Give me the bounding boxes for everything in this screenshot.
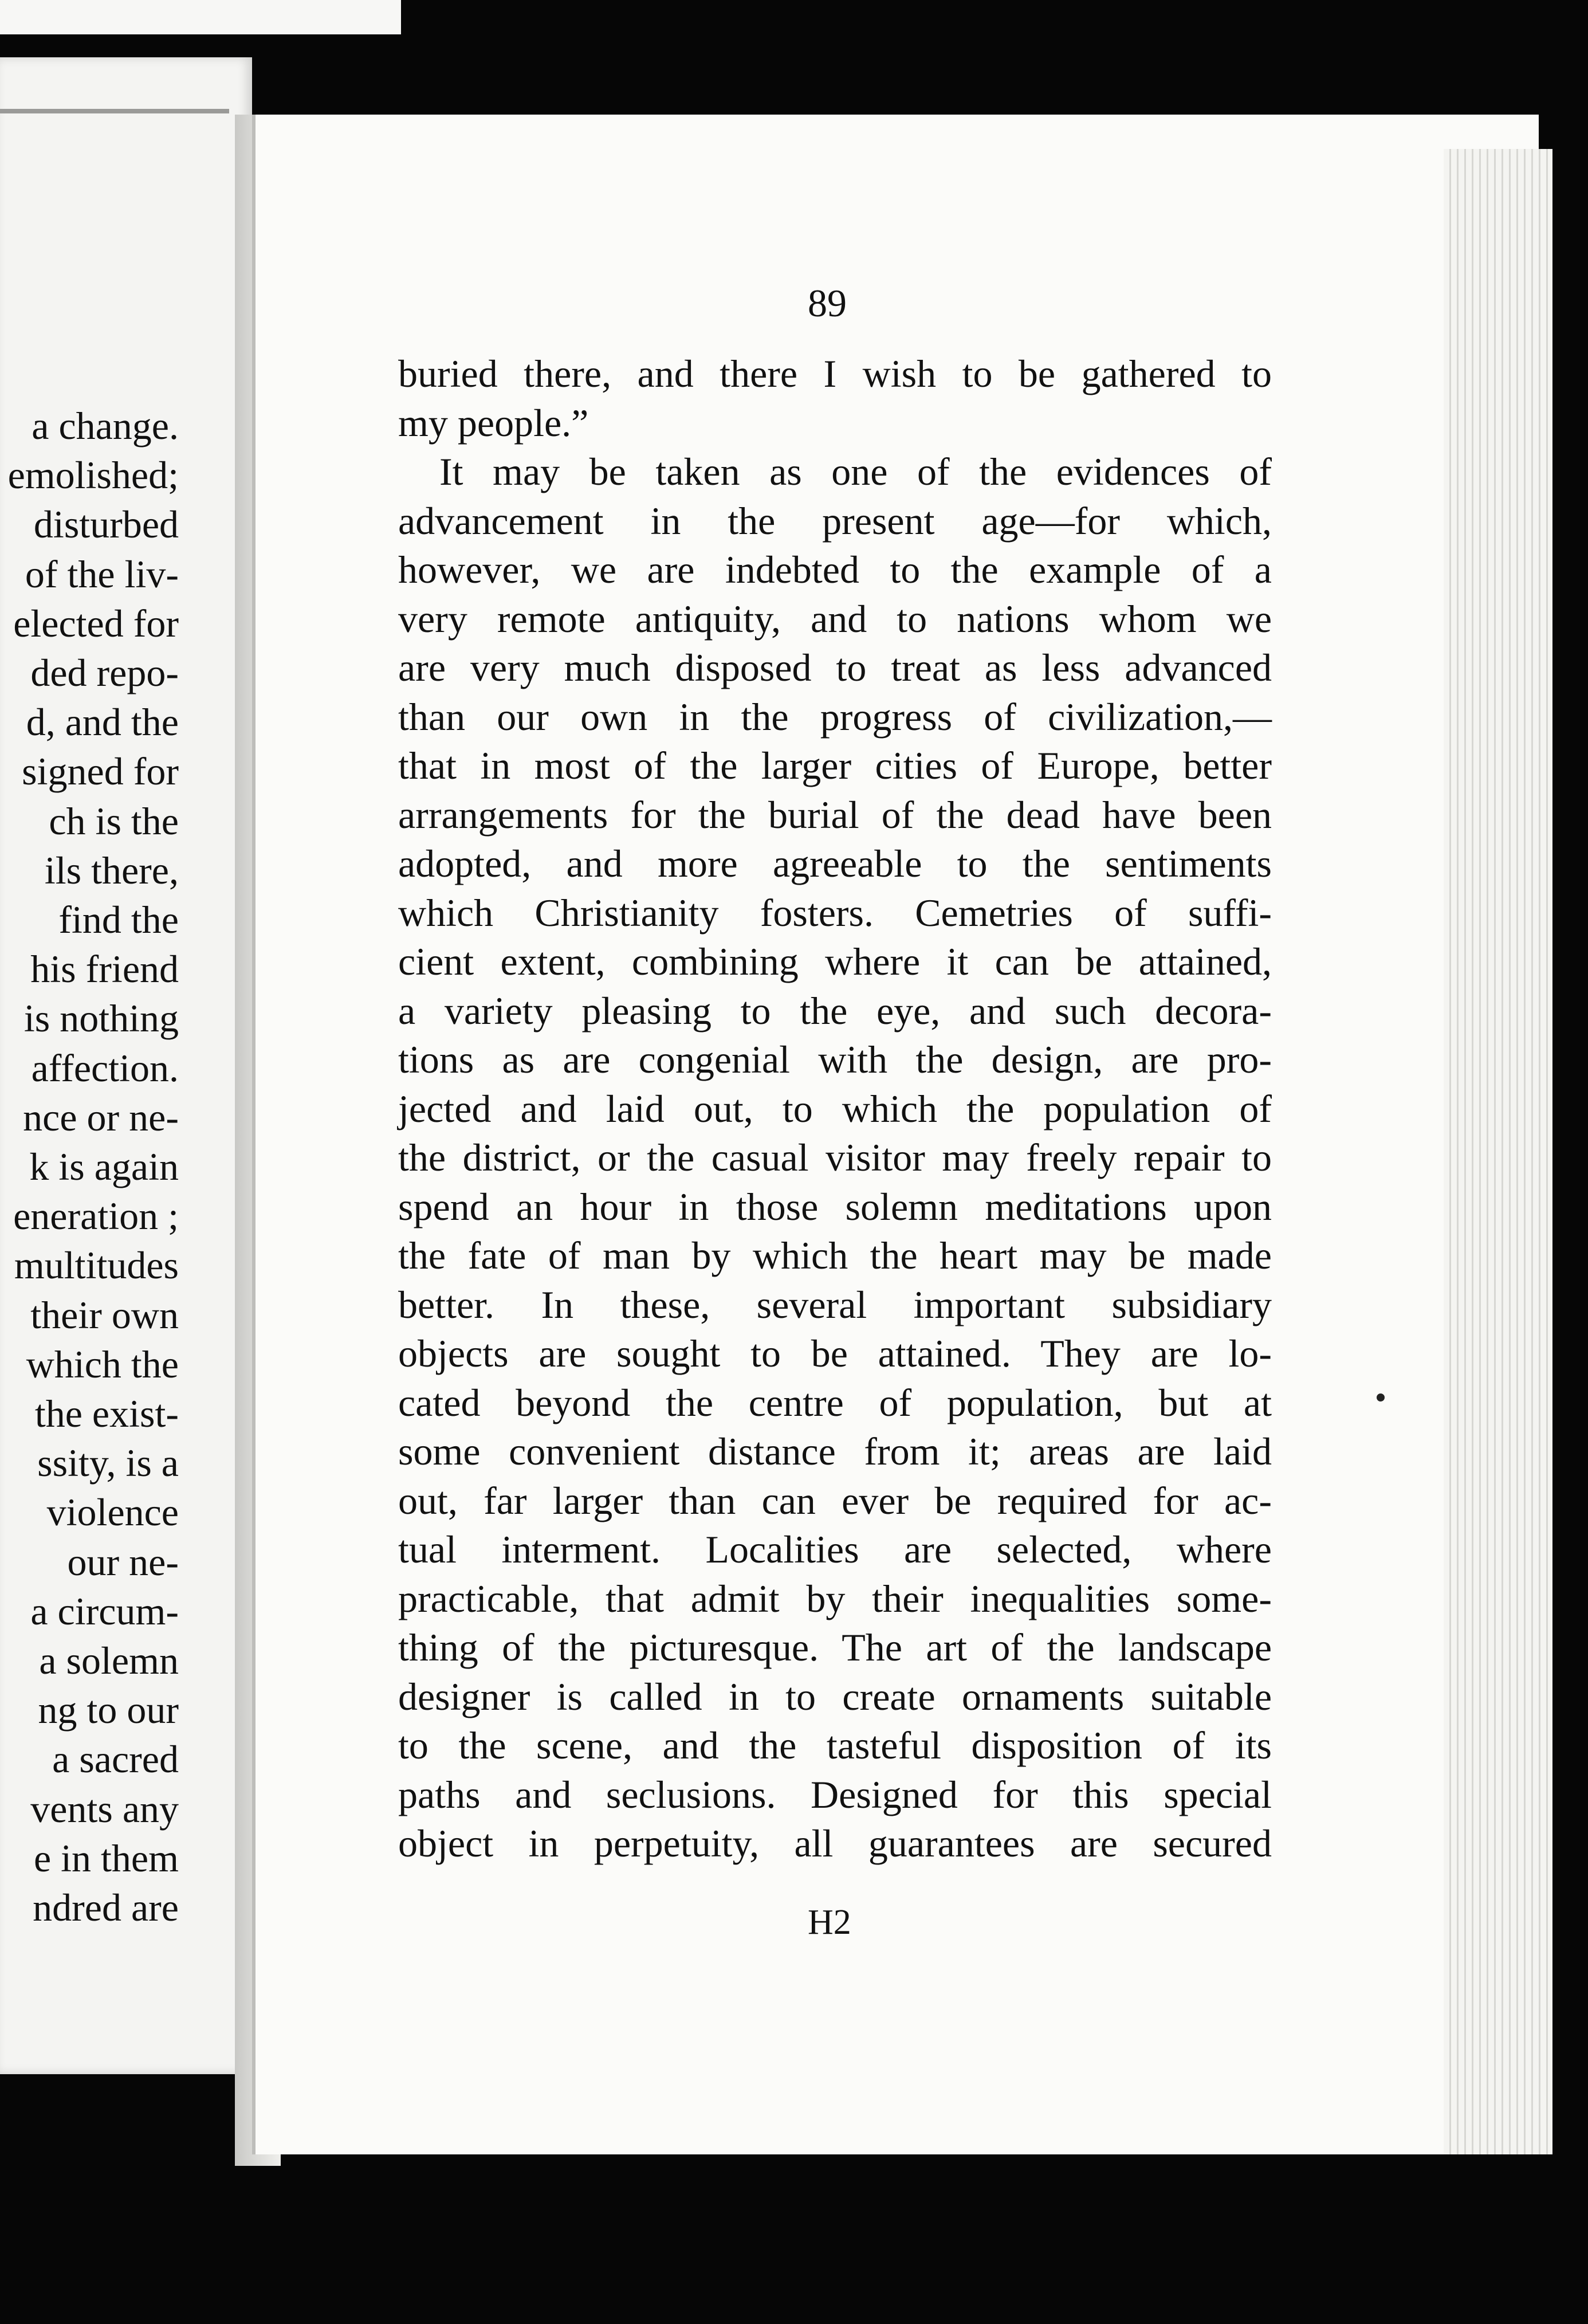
left-page-line: d, and the (26, 700, 179, 744)
text-line: very remote antiquity, and to nations whom we (398, 596, 1272, 641)
body-text (398, 350, 1272, 1868)
text-line: designer is called in to create ornaments suitable (398, 1674, 1272, 1718)
text-line: however, we are indebted to the example of a (398, 548, 1272, 591)
left-page-line: ils there, (44, 848, 179, 892)
text-line: tions as are congenial with the design, are pro- (398, 1038, 1272, 1081)
text-line: It may be taken as one of the evidences of (439, 450, 1272, 493)
left-page-line: multitudes (14, 1243, 179, 1287)
left-page-line: nce or ne- (23, 1095, 179, 1139)
left-page-line: disturbed (33, 503, 179, 547)
text-line: cated beyond the centre of population, but at (398, 1380, 1272, 1424)
left-page-line: elected for (13, 601, 179, 645)
left-page-line: his friend (30, 947, 179, 991)
text-line: that in most of the larger cities of Europe, better (398, 744, 1272, 787)
text-line: adopted, and more agreeable to the sentiments (398, 842, 1272, 885)
left-page-line: which the (26, 1342, 179, 1386)
text-line: spend an hour in those solemn meditations upon (398, 1184, 1272, 1228)
ink-speck (1377, 1393, 1385, 1402)
text-line: the district, or the casual visitor may freely repair to (398, 1136, 1272, 1179)
left-page-line: vents any (30, 1787, 179, 1831)
left-page-line: ssity, is a (37, 1441, 179, 1485)
text-line: tual interment. Localities are selected, where (398, 1528, 1272, 1571)
text-line: advancement in the present age—for which, (398, 498, 1272, 543)
left-page-line: a circum- (30, 1589, 179, 1633)
left-page-line: is nothing (23, 996, 179, 1041)
text-line: my people.” (398, 401, 589, 445)
text-line: object in perpetuity, all guarantees are secured (398, 1821, 1272, 1865)
left-page-line: a change. (32, 404, 179, 447)
left-page-line: emolished; (7, 453, 179, 497)
text-line: than our own in the progress of civilization,— (398, 694, 1272, 739)
signature-mark: H2 (808, 1903, 851, 1942)
left-page-line: affection. (31, 1046, 179, 1090)
text-line: some convenient distance from it; areas are laid (398, 1430, 1272, 1473)
text-line: arrangements for the burial of the dead have been (398, 792, 1272, 837)
left-page-line: violence (46, 1490, 179, 1534)
page-edges (1444, 149, 1552, 2154)
left-page (0, 57, 252, 2074)
text-line: the fate of man by which the heart may be made (398, 1234, 1272, 1277)
left-page-line: eneration ; (13, 1194, 179, 1238)
text-line: a variety pleasing to the eye, and such decora- (398, 988, 1272, 1033)
text-line: buried there, and there I wish to be gathered to (398, 352, 1272, 395)
left-page-line: a sacred (52, 1737, 179, 1781)
left-page-line: ndred are (33, 1886, 179, 1930)
text-line: practicable, that admit by their inequalities some- (398, 1576, 1272, 1620)
text-line: jected and laid out, to which the population of (398, 1086, 1272, 1130)
left-page-line: find the (58, 898, 179, 942)
left-page-line: a solemn (39, 1639, 179, 1683)
left-page-line: e in them (33, 1836, 179, 1880)
left-page-line: ded repo- (30, 651, 179, 695)
text-line: cient extent, combining where it can be attained, (398, 940, 1272, 983)
text-line: better. In these, several important subsidiary (398, 1282, 1272, 1326)
left-page-text (8, 401, 179, 1932)
left-page-line: of the liv- (25, 552, 179, 596)
page-number: 89 (808, 281, 847, 325)
left-page-line: their own (30, 1293, 179, 1337)
text-line: thing of the picturesque. The art of the landscape (398, 1626, 1272, 1669)
text-line: paths and seclusions. Designed for this special (398, 1772, 1272, 1816)
left-page-line: signed for (22, 749, 179, 794)
left-page-line: our ne- (67, 1540, 179, 1584)
paper-edge-strip (0, 0, 401, 34)
text-line: to the scene, and the tasteful disposition of its (398, 1724, 1272, 1767)
text-line: out, far larger than can ever be required for ac- (398, 1478, 1272, 1522)
text-line: which Christianity fosters. Cemetries of suffi- (398, 890, 1272, 935)
left-page-line: ng to our (38, 1688, 179, 1732)
text-line: objects are sought to be attained. They are lo- (398, 1332, 1272, 1375)
left-page-line: k is again (29, 1145, 179, 1189)
text-line: are very much disposed to treat as less advanced (398, 646, 1272, 689)
left-page-line: ch is the (49, 799, 179, 843)
left-page-line: the exist- (34, 1392, 179, 1436)
left-page-rule (0, 109, 229, 113)
